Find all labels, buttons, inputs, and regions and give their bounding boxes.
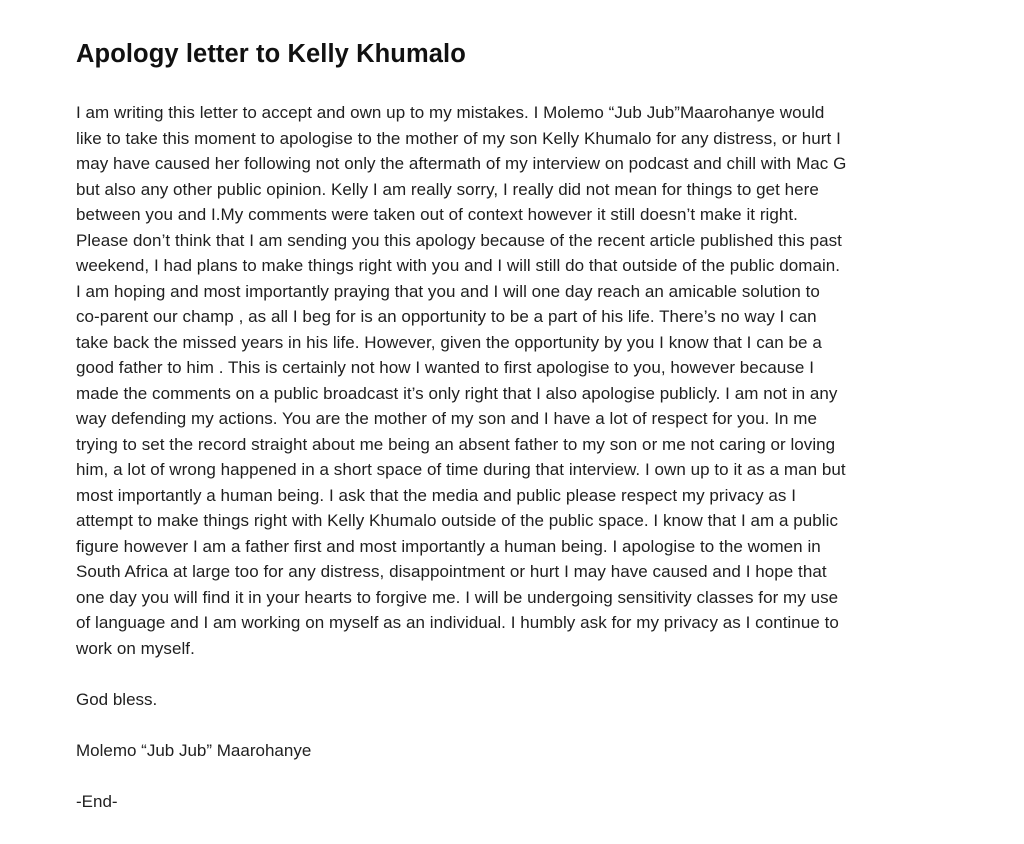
body-line: I am writing this letter to accept and own up to my mistakes. I Molemo “Jub Jub”Maarohanye would bbox=[76, 103, 825, 122]
body-line: good father to him . This is certainly not how I wanted to first apologise to you, however because I bbox=[76, 358, 814, 377]
end-marker: -End- bbox=[76, 792, 118, 811]
body-line: trying to set the record straight about me being an absent father to my son or me not caring or loving bbox=[76, 434, 836, 454]
body-line: him, a lot of wrong happened in a short space of time during that interview. I own up to it as a man but bbox=[76, 460, 846, 479]
body-line: Please don’t think that I am sending you this apology because of the recent article published this past bbox=[76, 230, 842, 250]
body-line: work on myself. bbox=[76, 638, 195, 658]
body-line: may have caused her following not only the aftermath of my interview on podcast and chill with Mac G bbox=[76, 154, 847, 173]
letter-page bbox=[76, 38, 976, 811]
body-line: but also any other public opinion. Kelly I am really sorry, I really did not mean for things to get here bbox=[76, 179, 819, 199]
body-line: figure however I am a father first and most importantly a human being. I apologise to the women in bbox=[76, 536, 821, 556]
body-line: co-parent our champ , as all I beg for is an opportunity to be a part of his life. There’s no way I can bbox=[76, 307, 817, 326]
signature: Molemo “Jub Jub” Maarohanye bbox=[76, 741, 312, 760]
letter-body bbox=[76, 100, 976, 661]
body-line: between you and I.My comments were taken out of context however it still doesn’t make it right. bbox=[76, 205, 798, 224]
body-line: of language and I am working on myself as an individual. I humbly ask for my privacy as I continue to bbox=[76, 613, 839, 632]
letter-title: Apology letter to Kelly Khumalo bbox=[76, 40, 466, 68]
body-line: attempt to make things right with Kelly Khumalo outside of the public space. I know that I am a public bbox=[76, 511, 838, 530]
body-line: like to take this moment to apologise to the mother of my son Kelly Khumalo for any distress, or hurt I bbox=[76, 128, 841, 148]
body-line: made the comments on a public broadcast it’s only right that I also apologise publicly. I am not in any bbox=[76, 383, 838, 403]
body-line: way defending my actions. You are the mother of my son and I have a lot of respect for you. In me bbox=[76, 409, 817, 428]
body-line: South Africa at large too for any distress, disappointment or hurt I may have caused and I hope that bbox=[76, 562, 827, 581]
body-line: weekend, I had plans to make things right with you and I will still do that outside of the public domain. bbox=[76, 256, 841, 275]
body-line: take back the missed years in his life. However, given the opportunity by you I know that I can be a bbox=[76, 332, 822, 352]
closing-blessing: God bless. bbox=[76, 690, 158, 709]
body-line: one day you will find it in your hearts to forgive me. I will be undergoing sensitivity classes for my use bbox=[76, 587, 839, 607]
body-line: most importantly a human being. I ask that the media and public please respect my privacy as I bbox=[76, 485, 797, 505]
body-line: I am hoping and most importantly praying that you and I will one day reach an amicable solution to bbox=[76, 281, 820, 301]
